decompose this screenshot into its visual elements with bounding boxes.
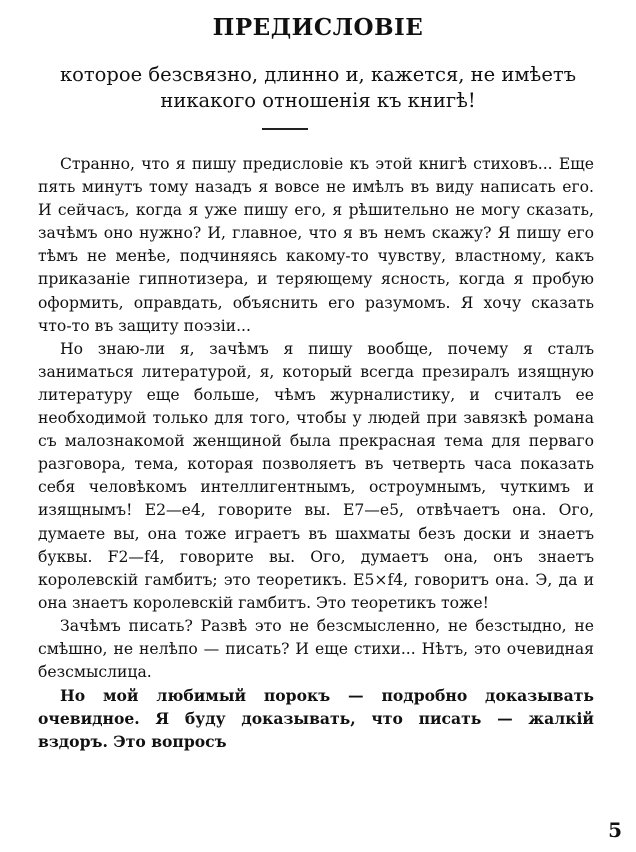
page-subtitle: [0, 62, 636, 114]
subtitle-line-1: которое безсвязно, длинно и, кажется, не имѣетъ: [59, 63, 577, 86]
page-number: 5: [608, 818, 622, 842]
paragraph: Зачѣмъ писать? Развѣ это не безсмысленно, не безстыдно, не смѣшно, не нелѣпо — писать? И еще стихи... Нѣтъ, это очевидная безсмыслица.: [38, 616, 594, 682]
paragraph: Но знаю-ли я, зачѣмъ я пишу вообще, почему я сталъ заниматься литературой, я, который всегда презиралъ изящную литературу еще больше, чѣмъ журналистику, и считалъ ее необходимой только для того, чтобы у людей при завязкѣ романа съ малознакомой женщиной была прекрасная тема для перваго разговора, тема, которая позволяетъ въ четверть часа показать себя человѣкомъ интеллигентнымъ, остроумнымъ, чуткимъ и изящнымъ! Е2—е4, говорите вы. Е7—е5, отвѣчаетъ она. Ого, думаете вы, она тоже играетъ въ шахматы безъ доски и знаетъ буквы. F2—f4, говорите вы. Ого, думаетъ она, онъ знаетъ королевскій гамбитъ; это теоретикъ. E5×f4, говоритъ она. Э, да и она знаетъ королевскій гамбитъ. Это теоретикъ тоже!: [38, 339, 594, 612]
body-text: [38, 153, 594, 753]
paragraph: Странно, что я пишу предисловіе къ этой книгѣ стиховъ... Еще пять минутъ тому назадъ я вовсе не имѣлъ въ виду написать его. И сейчасъ, когда я уже пишу его, я рѣшительно не могу сказать, зачѣмъ оно нужно? И, главное, что я въ немъ скажу? Я пишу его тѣмъ не менѣе, подчиняясь какому-то чувству, властному, какъ приказаніе гипнотизера, и теряющему ясность, когда я пробую оформить, оправдать, объяснить его разумомъ. Я хочу сказать что-то въ защиту поэзіи...: [38, 155, 594, 335]
title-divider: [262, 128, 308, 130]
subtitle-line-2: никакого отношенія къ книгѣ!: [160, 89, 476, 112]
paragraph: Но мой любимый порокъ — подробно доказывать очевидное. Я буду доказывать, что писать — жалкій вздоръ. Это вопросъ: [38, 686, 594, 752]
page-title: ПРЕДИСЛОВІЕ: [212, 14, 424, 41]
